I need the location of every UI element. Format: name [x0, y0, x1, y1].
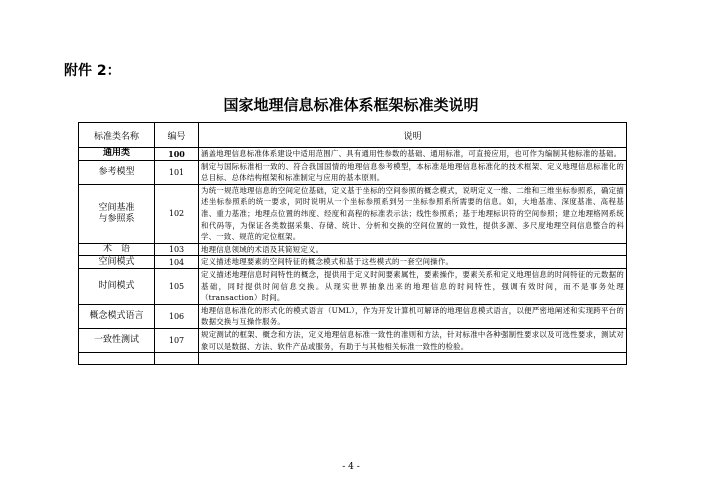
row-description: 涵盖地理信息标准体系建设中适用范围广、具有通用性参数的基础、通用标准，可直接应用，也可作为编制其他标准的基础。	[199, 148, 627, 161]
row-name	[79, 304, 155, 328]
name-line: 通用类	[102, 148, 130, 159]
table-row	[79, 304, 627, 328]
row-description: 定义描述地理信息时间特性的概念，提供用于定义时间要素属性，要素操作，要素关系和定义地理信息的时间特征的元数据的基础，同时提供时间信息交换。从现实世界抽象出来的地理信息的时间特性，强调有效时间，而不是事务处理（transaction）时间。	[199, 268, 627, 304]
row-code: 106	[155, 304, 199, 328]
row-code: 107	[155, 328, 199, 352]
table-row	[79, 256, 627, 269]
annex-label: 附件 2：	[64, 63, 121, 79]
document-title: 国家地理信息标准体系框架标准类说明	[223, 96, 479, 114]
empty-cell	[79, 353, 155, 365]
table-row	[79, 243, 627, 256]
empty-cell	[155, 353, 199, 365]
header-desc: 说明	[199, 123, 627, 148]
name-line: 与参照系	[98, 213, 135, 224]
row-name	[79, 148, 155, 161]
table-row-empty	[79, 353, 627, 365]
name-line: 参考模型	[98, 166, 135, 177]
name-line: 一致性测试	[93, 335, 139, 345]
standards-table	[78, 122, 627, 365]
row-name	[79, 160, 155, 184]
row-code: 104	[155, 256, 199, 269]
row-description: 规定测试的框架、概念和方法，定义地理信息标准一致性的准则和方法，针对标准中各种强制性要求以及可选性要求，测试对象可以是数据、方法、软件产品或服务，有助于与其他相关标准一致性的检验。	[199, 328, 627, 352]
row-description: 为统一规范地理信息的空间定位基础，定义基于坐标的空间参照的概念模式，说明定义一维、二维和三维坐标参照系，确定描述坐标参照系的统一要求，同时说明从一个坐标参照系到另一坐标参照系所需要的信息。如，大地基准、深度基准、高程基准、重力基准；地理点位置的纬度、经度和高程的标准表示法；线性参照系；基于地理标识符的空间参照；建立地理格网系统和代码等，为保证各类数据采集、存储、统计、分析和交换的空间位置的一致性，提供多源、多尺度地理空间信息整合的科学、一致、规范的定位框架。	[199, 184, 627, 243]
row-code: 102	[155, 184, 199, 243]
row-name	[79, 268, 155, 304]
name-line: 空间基准	[98, 202, 135, 213]
table-row	[79, 268, 627, 304]
row-code: 101	[155, 160, 199, 184]
header-name: 标准类名称	[79, 123, 155, 148]
row-code: 100	[155, 148, 199, 161]
row-name	[79, 328, 155, 352]
name-line: 时间模式	[98, 280, 135, 291]
row-code: 103	[155, 243, 199, 256]
table-row	[79, 328, 627, 352]
table-row	[79, 184, 627, 243]
name-line: 术 语	[102, 244, 130, 255]
header-code: 编号	[155, 123, 199, 148]
row-code: 105	[155, 268, 199, 304]
row-description: 地理信息标准化的形式化的模式语言（UML），作为开发计算机可解译的地理信息模式语言，以便严密地阐述和实现跨平台的数据交换与互操作服务。	[199, 304, 627, 328]
row-name	[79, 256, 155, 269]
table-row	[79, 148, 627, 161]
row-description: 定义描述地理要素的空间特征的概念模式和基于这些模式的一套空间操作。	[199, 256, 627, 269]
table-row	[79, 160, 627, 184]
table-header-row	[79, 123, 627, 148]
row-description: 地理信息领域的术语及其简短定义。	[199, 243, 627, 256]
row-description: 制定与国际标准相一致的、符合我国国情的地理信息参考模型，本标准是地理信息标准化的技术框架、定义地理信息标准化的总目标、总体结构框架和标准制定与应用的基本原则。	[199, 160, 627, 184]
row-name	[79, 243, 155, 256]
name-line: 概念模式语言	[89, 310, 144, 321]
page-number: - 4 -	[342, 462, 360, 472]
row-name	[79, 184, 155, 243]
name-line: 空间模式	[98, 256, 135, 267]
empty-cell	[199, 353, 627, 365]
